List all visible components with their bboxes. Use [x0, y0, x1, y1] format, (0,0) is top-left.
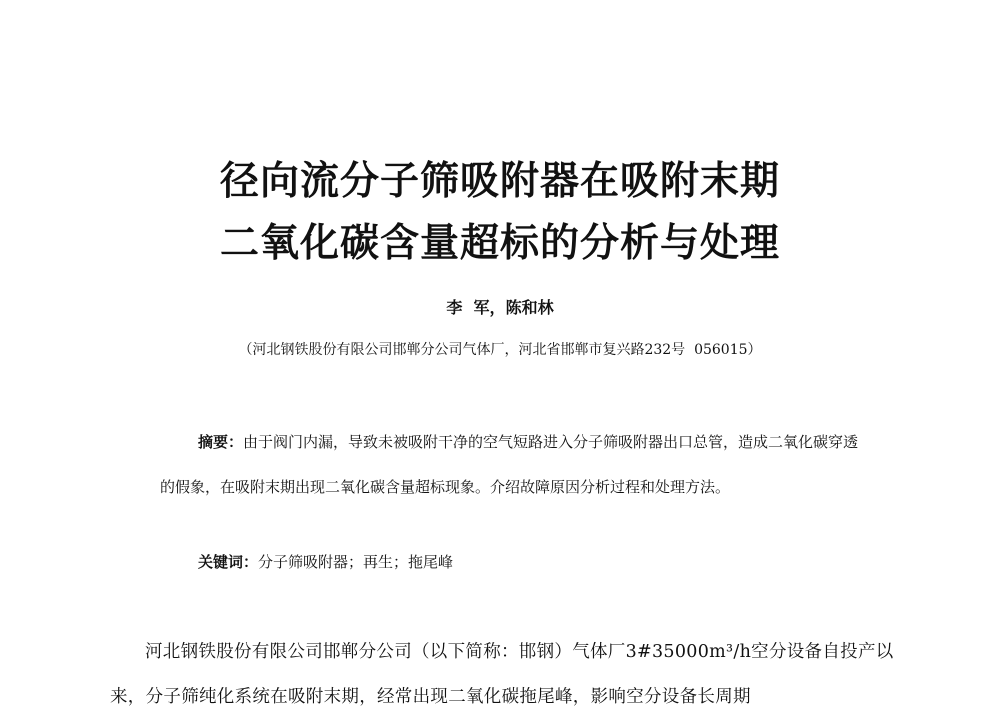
abstract — [160, 420, 870, 510]
body-paragraph-text: 河北钢铁股份有限公司邯郸分公司（以下简称：邯钢）气体厂3#35000m³/h空分设备自投产以来，分子筛纯化系统在吸附末期，经常出现二氧化碳拖尾峰，影响空分设备长周期 — [110, 642, 894, 707]
author-rest: 陈和林 — [505, 298, 554, 317]
author-line — [0, 300, 1000, 316]
keywords-label: 关键词： — [198, 553, 259, 571]
keywords — [198, 552, 453, 572]
abstract-label: 摘要： — [198, 433, 244, 451]
keywords-text: 分子筛吸附器；再生；拖尾峰 — [258, 553, 454, 571]
abstract-text: 由于阀门内漏，导致未被吸附干净的空气短路进入分子筛吸附器出口总管，造成二氧化碳穿透的假象，在吸附末期出现二氧化碳含量超标现象。介绍故障原因分析过程和处理方法。 — [160, 433, 859, 496]
paper-title-line-1: 径向流分子筛吸附器在吸附末期 — [219, 158, 780, 204]
author-first: 李 军， — [446, 298, 506, 317]
paper-title-line-2: 二氧化碳含量超标的分析与处理 — [219, 220, 780, 266]
affiliation: （河北钢铁股份有限公司邯郸分公司气体厂，河北省邯郸市复兴路232号 056015） — [238, 342, 762, 358]
body-paragraph — [110, 630, 910, 720]
